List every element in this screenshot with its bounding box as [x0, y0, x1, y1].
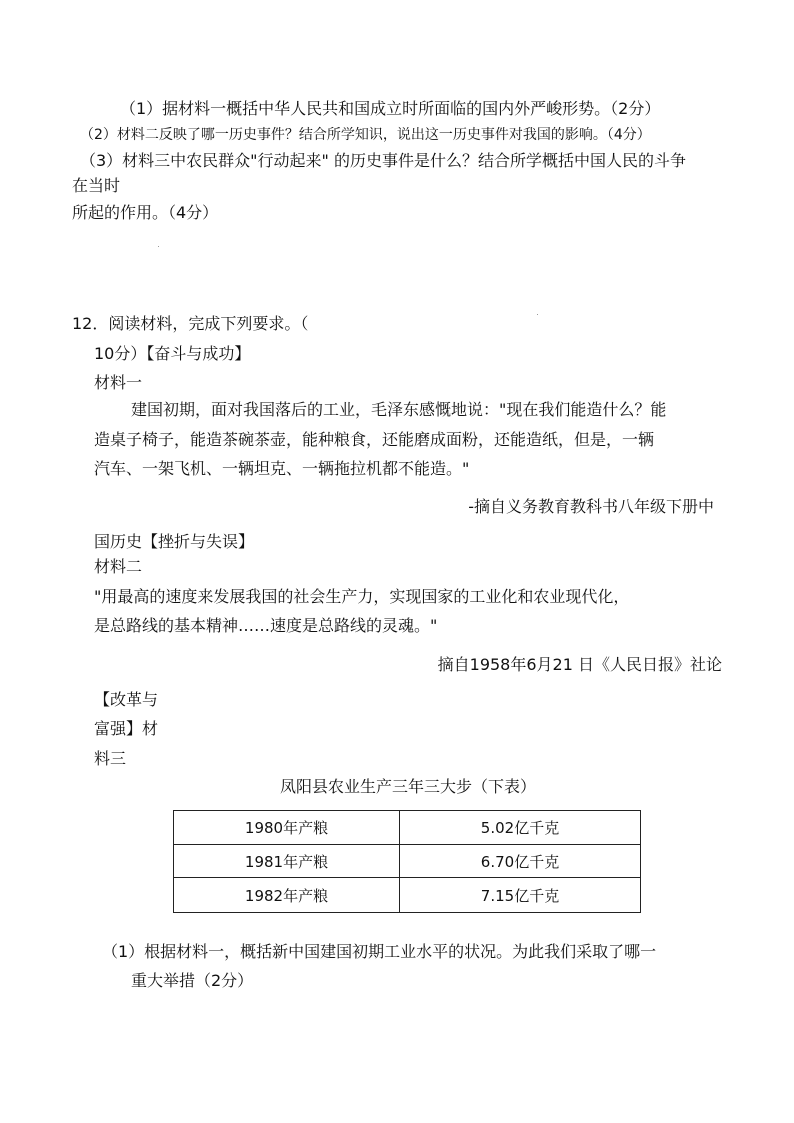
material-1-source-cont: 国历史【挫折与失误】 — [94, 532, 255, 551]
material-1-label: 材料一 — [94, 373, 143, 392]
q11-sub3-line2: 在当时 — [72, 176, 121, 195]
q11-sub3-line1: （3）材料三中农民群众"行动起来" 的历史事件是什么？结合所学概括中国人民的斗争 — [80, 151, 686, 170]
q11-sub2: （2）材料二反映了哪一历史事件？结合所学知识，说出这一历史事件对我国的影响。（4分） — [80, 127, 651, 143]
scan-speck — [158, 246, 159, 247]
table-title: 凤阳县农业生产三年三大步（下表） — [280, 777, 537, 796]
table-cell-year: 1981年产粮 — [174, 845, 400, 878]
q12-title-cont: 10分）【奋斗与成功】 — [94, 344, 251, 363]
q12-sub1-line2: 重大举措（2分） — [131, 971, 254, 990]
material-1-source: -摘自义务教育教科书八年级下册中 — [468, 497, 714, 516]
material-3-label-2: 富强】材 — [94, 719, 159, 738]
table-cell-value: 6.70亿千克 — [400, 845, 641, 878]
q11-sub3-line3: 所起的作用。（4分） — [72, 203, 219, 222]
table-row — [174, 811, 641, 845]
material-2-line2: 是总路线的基本精神……速度是总路线的灵魂。" — [94, 616, 438, 635]
q12-sub1-line1: （1）根据材料一，概括新中国建国初期工业水平的状况。为此我们采取了哪一 — [102, 942, 657, 961]
q11-sub1: （1）据材料一概括中华人民共和国成立时所面临的国内外严峻形势。（2分） — [120, 99, 661, 118]
material-2-line1: "用最高的速度来发展我国的社会生产力，实现国家的工业化和农业现代化， — [94, 587, 630, 606]
table-cell-year: 1980年产粮 — [174, 811, 400, 845]
material-1-line2: 造桌子椅子，能造茶碗茶壶，能种粮食，还能磨成面粉，还能造纸，但是，一辆 — [94, 430, 655, 449]
grain-table — [173, 810, 641, 913]
q12-title: 12．阅读材料，完成下列要求。（ — [72, 314, 309, 333]
table-row — [174, 845, 641, 878]
table-cell-year: 1982年产粮 — [174, 878, 400, 913]
material-3-label-1: 【改革与 — [94, 690, 159, 709]
table-cell-value: 7.15亿千克 — [400, 878, 641, 913]
material-1-line3: 汽车、一架飞机、一辆坦克、一辆拖拉机都不能造。" — [94, 459, 470, 478]
material-2-source: 摘自1958年6月21 日《人民日报》社论 — [437, 655, 722, 674]
material-3-label-3: 料三 — [94, 749, 127, 768]
material-2-label: 材料二 — [94, 557, 143, 576]
scan-speck — [537, 314, 538, 315]
table-row — [174, 878, 641, 913]
material-1-line1: 建国初期，面对我国落后的工业，毛泽东感慨地说："现在我们能造什么？能 — [131, 400, 667, 419]
table-cell-value: 5.02亿千克 — [400, 811, 641, 845]
